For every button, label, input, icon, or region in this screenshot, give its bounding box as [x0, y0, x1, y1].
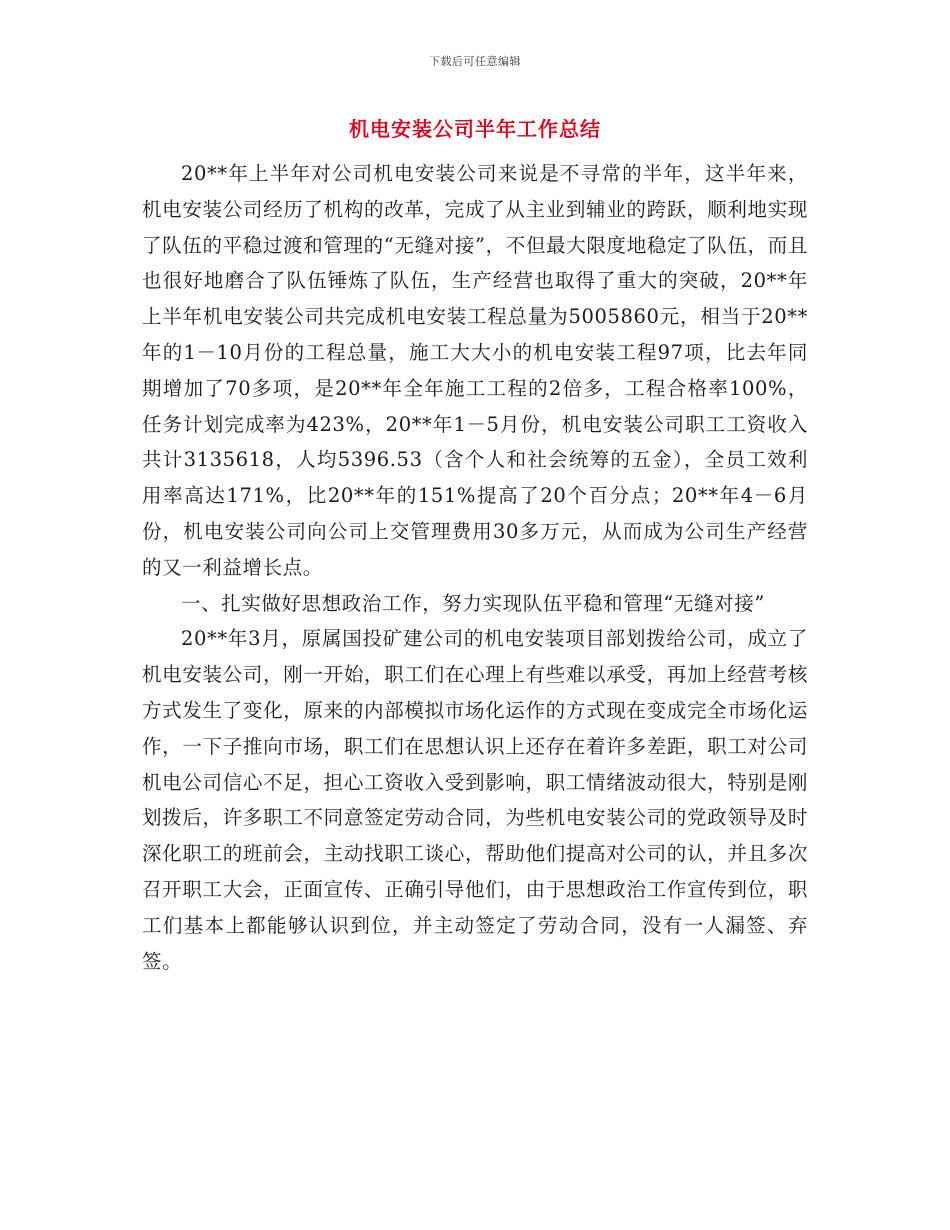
intro-paragraph: 20**年上半年对公司机电安装公司来说是不寻常的半年，这半年来，机电安装公司经历了机构的改革，完成了从主业到辅业的跨跃，顺利地实现了队伍的平稳过渡和管理的“无缝对接”，不但最大限度地稳定了队伍，而且也很好地磨合了队伍锤炼了队伍，生产经营也取得了重大的突破，20**年上半年机电安装公司共完成机电安装工程总量为5005860元，相当于20**年的1－10月份的工程总量，施工大大小的机电安装工程97项，比去年同期增加了70多项，是20**年全年施工工程的2倍多，工程合格率100%，任务计划完成率为423%，20**年1－5月份，机电安装公司职工工资收入共计3135618，人均5396.53（含个人和社会统筹的五金），全员工效利用率高达171%，比20**年的151%提高了20个百分点；20**年4－6月份，机电安装公司向公司上交管理费用30多万元，从而成为公司生产经营的又一利益增长点。 — [142, 162, 808, 579]
document-body — [142, 156, 808, 979]
body-paragraph: 20**年3月，原属国投矿建公司的机电安装项目部划拨给公司，成立了机电安装公司，刚一开始，职工们在心理上有些难以承受，再加上经营考核方式发生了变化，原来的内部模拟市场化运作的方式现在变成完全市场化运作，一下子推向市场，职工们在思想认识上还存在着许多差距，职工对公司机电公司信心不足，担心工资收入受到影响，职工情绪波动很大，特别是刚划拨后，许多职工不同意签定劳动合同，为些机电安装公司的党政领导及时深化职工的班前会，主动找职工谈心，帮助他们提高对公司的认，并且多次召开职工大会，正面宣传、正确引导他们，由于思想政治工作宣传到位，职工们基本上都能够认识到位，并主动签定了劳动合同，没有一人漏签、弃签。 — [142, 627, 808, 973]
document-title: 机电安装公司半年工作总结 — [349, 117, 601, 141]
header-note: 下载后可任意编辑 — [429, 55, 521, 68]
section-heading-paragraph: 一、扎实做好思想政治工作，努力实现队伍平稳和管理“无缝对接” — [181, 591, 765, 615]
